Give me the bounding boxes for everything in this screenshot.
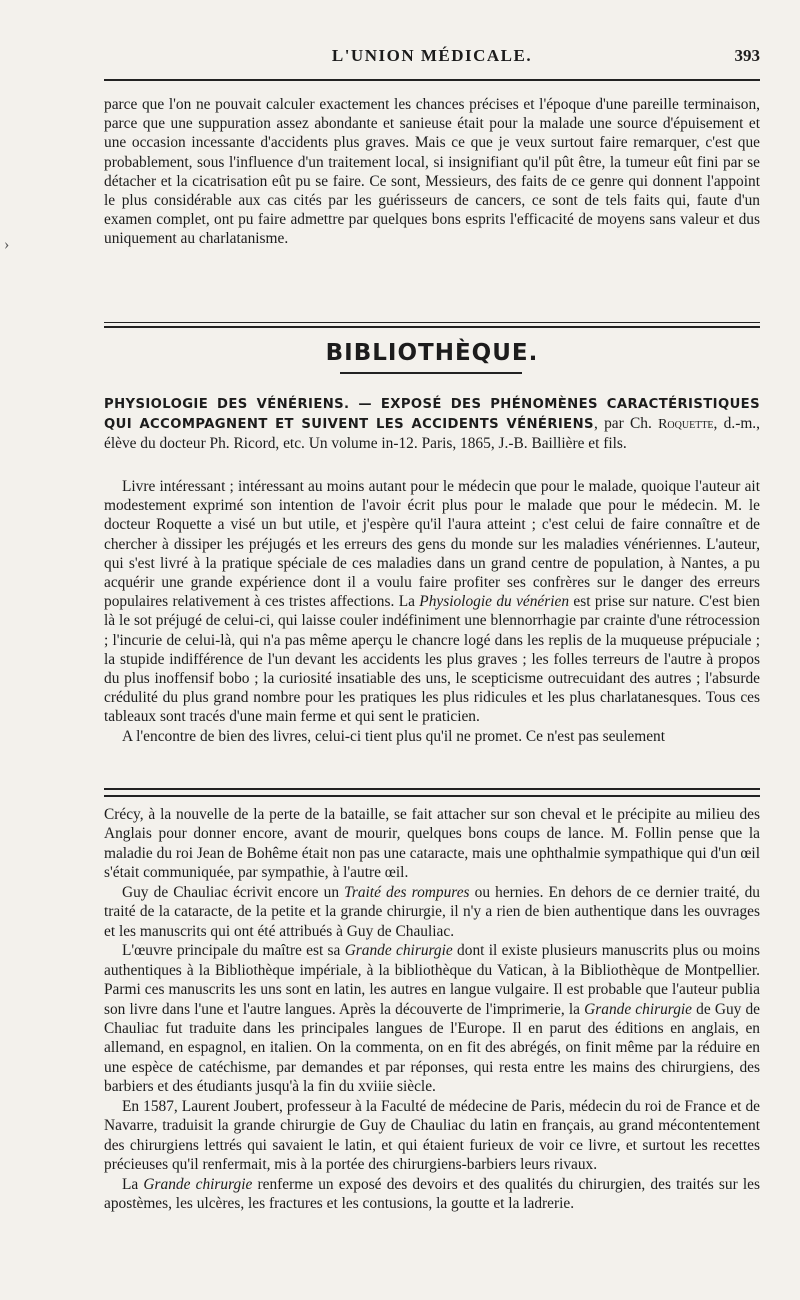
running-title: L'UNION MÉDICALE. — [331, 46, 533, 65]
text-run: L'œuvre principale du maître est sa — [122, 942, 345, 960]
author-name: Roquette — [658, 417, 714, 433]
text-run: Livre intéressant ; intéressant au moins autant pour le médecin que pour le malade, quoique l'auteur ait modestement exprimé son intention de l'avoir écrit plus pour le malade que pour le médecin. M. le docteur Roquette a visé un but utile, et j'espère qu'il l'aura atteint ; c'est celui de faire connaître et de chercher à dissiper les préjugés et les erreurs des gens du monde sur les maladies vénériennes. L'auteur, qui s'est livré à la pratique spéciale de ces maladies dans un grand centre de population, à Nantes, a pu acquérir une grande expérience dont il a voulu faire profiter ses confrères sur le danger des erreurs populaires relativement à ces tristes affections. La — [104, 478, 760, 611]
section-heading: BIBLIOTHÈQUE. — [325, 340, 539, 366]
paragraph — [104, 941, 760, 1097]
italic-title: Grande chirurgie — [344, 942, 453, 960]
header-rule — [104, 79, 760, 81]
paragraph: En 1587, Laurent Joubert, professeur à la Faculté de médecine de Paris, médecin du roi de France et de Navarre, traduisit la grande chirurgie de Guy de Chauliac du latin en français, au grand mécontentement des chirurgiens lettrés qui savaient le latin, et qui étaient furieux de voir ce livre, et surtout les recettes précieuses qu'il renfermait, mis à la portée des chirurgiens-barbiers leurs rivaux. — [104, 1097, 760, 1174]
text-run: est prise sur nature. C'est bien là le sot préjugé de celui-ci, qui laisse couler indéfiniment une blennorrhagie par crainte d'une rétrocession ; l'incurie de celui-là, qui n'a pas même aperçu le chancre logé dans les replis de la muqueuse prépuciale ; la stupide indifférence de l'un devant les accidents les plus graves ; les folles terreurs de l'autre à propos du plus inoffensif bobo ; la curiosité insatiable des uns, le scepticisme outrecuidant des autres ; l'absurde crédulité du plus grand nombre pour les pratiques les plus ridicules et les plus charlatanesques. Tous ces tableaux sont tracés d'une main ferme et qui sent le praticien. — [104, 593, 760, 726]
running-head — [104, 46, 760, 74]
book-details: , d.-m., élève du docteur Ph. Ricord, etc. Un volume in-12. Paris, 1865, J.-B. Baillière et fils. — [104, 415, 760, 453]
section-separator — [104, 322, 760, 328]
book-entry — [104, 394, 760, 454]
text-run: Guy de Chauliac écrivit encore un — [122, 883, 345, 901]
italic-title: Grande chirurgie — [584, 1000, 693, 1018]
margin-mark: › — [4, 236, 10, 253]
text-run: dont il existe plusieurs manuscrits plus ou moins authentiques à la Bibliothèque impériale, à la bibliothèque du Vatican, à la Bibliothèque de Montpellier. Parmi ces manuscrits les uns sont en latin, les autres en langue vulgaire. Il est probable que l'auteur publia son livre dans l'une et l'autre langues. Après la découverte de l'imprimerie, la — [104, 942, 760, 1018]
feuilleton-text — [104, 805, 760, 1214]
author-prefix: , par Ch. — [593, 415, 659, 433]
italic-title: Traité des rompures — [344, 883, 470, 901]
paragraph — [104, 883, 760, 941]
book-citation — [104, 394, 760, 454]
heading-underline — [340, 372, 522, 374]
text-run: de Guy de Chauliac fut traduite dans les principales langues de l'Europe. Il en parut des éditions en anglais, en allemand, en espagnol, en italien. On la commenta, on en fit des abrégés, on finit même par la réduire en une espèce de catéchisme, par demandes et par réponses, qui resta entre les mains des chirurgiens, des barbiers et des étudiants jusqu'à la fin du xviiie siècle. — [104, 1000, 761, 1096]
book-title: PHYSIOLOGIE DES VÉNÉRIENS. — EXPOSÉ DES PHÉNOMÈNES CARACTÉRISTIQUES QUI ACCOMPAGNENT ET SUIVENT LES ACCIDENTS VÉNÉRIENS — [104, 397, 760, 433]
paragraph: parce que l'on ne pouvait calculer exactement les chances précises et l'époque d'une pareille terminaison, parce que une suppuration assez abondante et sanieuse était pour la malade une source d'épuisement et une occasion incessante d'accidents plus graves. Mais ce que je veux surtout faire remarquer, c'est que probablement, sous l'influence d'un traitement local, si insignifiant qu'il pût être, la tumeur eût fini par se détacher et la cicatrisation eût pu se faire. Ce sont, Messieurs, des faits de ce genre qui donnent l'appoint le plus considérable aux cas cités par les guérisseurs de cancers, ce sont de tels faits qui, faute d'un examen complet, ont pu faire admettre par quelques bons esprits l'efficacité de moyens sans valeur et dus uniquement au charlatanisme. — [104, 96, 760, 248]
review-paragraph — [104, 477, 760, 727]
carry-over-text — [104, 95, 760, 249]
text-run: ou hernies. En dehors de ce dernier traité, du traité de la cataracte, de la petite et la grande chirurgie, il n'y a rien de bien authentique dans les ouvrages et les manuscrits qui ont été attribués à Guy de Chauliac. — [104, 883, 760, 940]
paragraph: Crécy, à la nouvelle de la perte de la bataille, se fait attacher sur son cheval et le précipite au milieu des Anglais pour donner encore, avant de mourir, quelques bons coups de lance. M. Follin pense que la maladie du roi Jean de Bohême était non pas une cataracte, mais une ophthalmie sympathique qui d'un œil s'était communiquée, par sympathie, à l'autre œil. — [104, 806, 760, 882]
italic-title: Physiologie du vénérien — [419, 593, 570, 611]
review-text — [104, 477, 760, 746]
text-run: La — [122, 1175, 144, 1193]
text-run: renferme un exposé des devoirs et des qualités du chirurgien, des traités sur les apostèmes, les ulcères, les fractures et les contusions, la goutte et la ladrerie. — [104, 1175, 760, 1213]
page-number: 393 — [734, 46, 760, 65]
review-paragraph: A l'encontre de bien des livres, celui-ci tient plus qu'il ne promet. Ce n'est pas seulement — [122, 727, 666, 745]
paragraph — [104, 1175, 760, 1214]
italic-title: Grande chirurgie — [143, 1175, 253, 1193]
feuilleton-separator — [104, 788, 760, 797]
